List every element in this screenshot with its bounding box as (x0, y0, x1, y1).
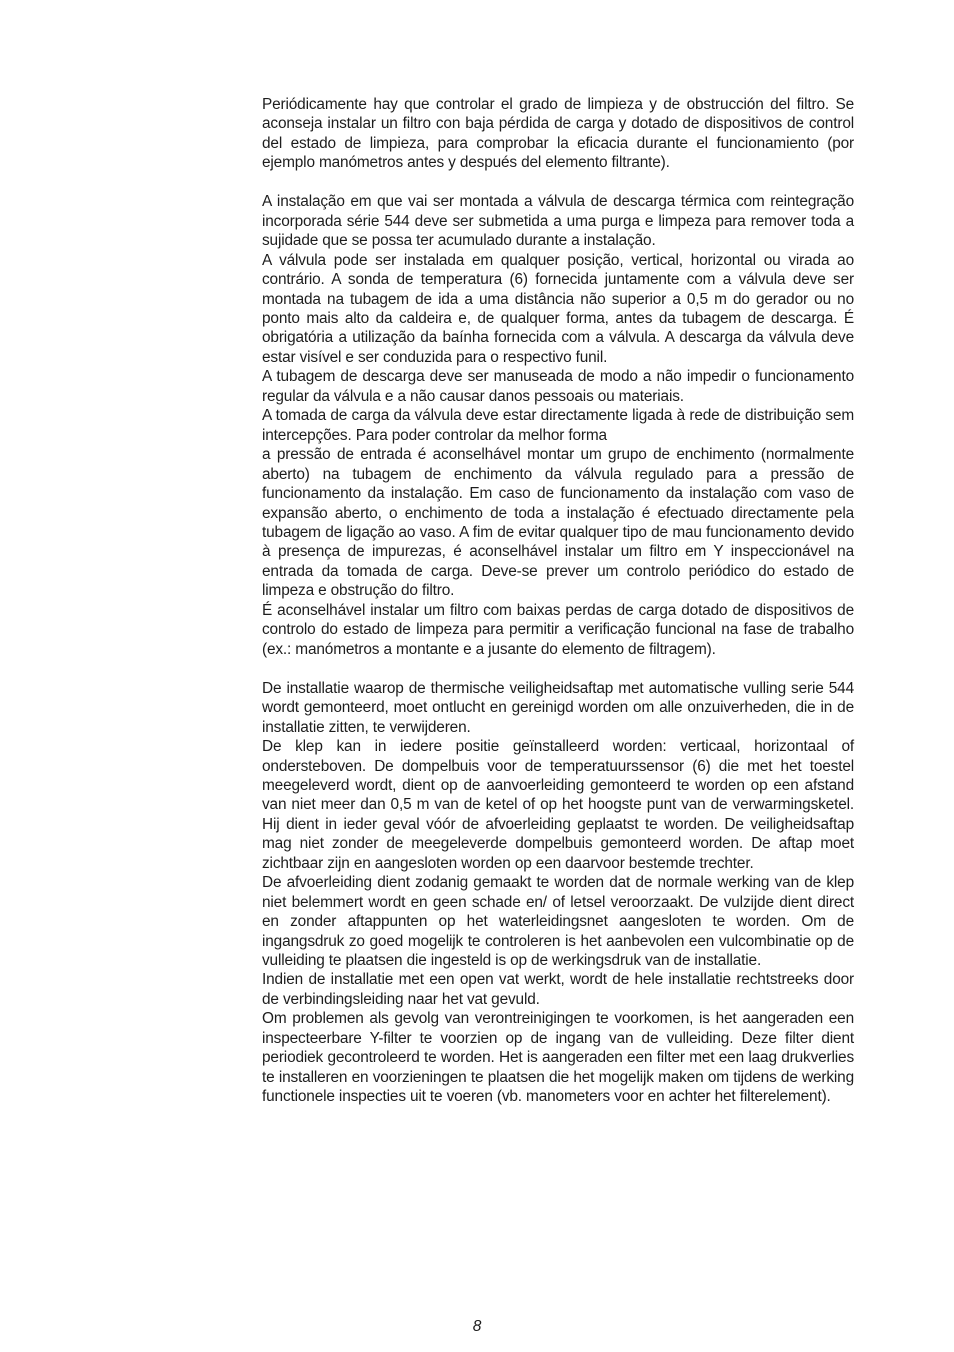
page-content (262, 95, 854, 1107)
paragraph: Om problemen als gevolg van verontreinigingen te voorkomen, is het aangeraden een inspecteerbare Y-filter te voorzien op de ingang van de vulleiding. Deze filter dient periodiek gecontroleerd te worden. Het is aangeraden een filter met een laag drukverlies te installeren en voorzieningen te plaatsen die het mogelijk maken om tijdens de werking functionele inspecties uit te voeren (vb. manometers voor en achter het filterelement). (262, 1010, 854, 1106)
paragraph: A tubagem de descarga deve ser manuseada de modo a não impedir o funcionamento regular da válvula e a não causar danos pessoais ou materiais. (262, 368, 854, 405)
paragraph: De klep kan in iedere positie geïnstalleerd worden: verticaal, horizontaal of ondersteboven. De dompelbuis voor de temperatuurssensor (6) die met het toestel meegeleverd wordt, dient op de aanvoerleiding gemonteerd te worden op een afstand van niet meer dan 0,5 m van de ketel of op het hoogste punt van de verwarmingsketel. Hij dient in ieder geval vóór de afvoerleiding geplaatst te worden. De veiligheidsaftap mag niet zonder de meegeleverde dompelbuis gemonteerd worden. De aftap moet zichtbaar zijn en aangesloten worden op een daarvoor bestemde trechter. (262, 738, 854, 872)
paragraph: De afvoerleiding dient zodanig gemaakt te worden dat de normale werking van de klep niet belemmert wordt en geen schade en/ of letsel veroorzaakt. De vulzijde dient direct en zonder aftappunten op het waterleidingsnet aangesloten te worden. Om de ingangsdruk zo goed mogelijk te controleren is het aanbevolen een vulcombinatie op de vulleiding te plaatsen die ingesteld is op de werkingsdruk van de installatie. (262, 874, 854, 970)
paragraph: Indien de installatie met een open vat werkt, wordt de hele installatie rechtstreeks door de verbindingsleiding naar het vat gevuld. (262, 971, 854, 1008)
page-number: 8 (472, 1318, 482, 1335)
paragraph: É aconselhável instalar um filtro com baixas perdas de carga dotado de dispositivos de controlo do estado de limpeza para permitir a verificação funcional na fase de trabalho (ex.: manómetros a montante e a jusante do elemento de filtragem). (262, 601, 854, 658)
paragraph: A tomada de carga da válvula deve estar directamente ligada à rede de distribuição sem intercepções. Para poder controlar da melhor forma (262, 407, 854, 444)
paragraph: a pressão de entrada é aconselhável montar um grupo de enchimento (normalmente aberto) na tubagem de enchimento da válvula regulado para a pressão de funcionamento da instalação. Em caso de funcionamento da instalação com vaso de expansão aberto, o enchimento de toda a instalação é efectuado directamente pela tubagem de ligação ao vaso. A fim de evitar qualquer tipo de mau funcionamento devido à presença de impurezas, é aconselhável instalar um filtro em Y inspeccionável na entrada da tomada de carga. Deve-se prever um controlo periódico do estado de limpeza e obstrução do filtro. (262, 446, 854, 600)
paragraph: Periódicamente hay que controlar el grado de limpieza y de obstrucción del filtro. Se aconseja instalar un filtro con baja pérdida de carga y dotado de dispositivos de control del estado de limpieza, para comprobar la eficacia durante el funcionamiento (por ejemplo manómetros antes y después del elemento filtrante). (262, 96, 854, 172)
section-dutch (262, 679, 854, 1107)
paragraph: De installatie waarop de thermische veiligheidsaftap met automatische vulling serie 544 wordt gemonteerd, moet ontlucht en gereinigd worden om alle onzuiverheden, die in de installatie zitten, te verwijderen. (262, 679, 854, 736)
section-spanish (262, 95, 854, 173)
paragraph: A válvula pode ser instalada em qualquer posição, vertical, horizontal ou virada ao contrário. A sonda de temperatura (6) fornecida juntamente com a válvula deve ser montada na tubagem de ida a uma distância não superior a 0,5 m do gerador ou no ponto mais alto da caldeira e, de qualquer forma, antes da tubagem de descarga. É obrigatória a utilização da baínha fornecida com a válvula. A descarga da válvula deve estar visível e ser conduzida para o respectivo funil. (262, 251, 854, 366)
section-portuguese (262, 192, 854, 659)
paragraph: A instalação em que vai ser montada a válvula de descarga térmica com reintegração incorporada série 544 deve ser submetida a uma purga e limpeza para remover toda a sujidade que se possa ter acumulado durante a instalação. (262, 193, 854, 250)
